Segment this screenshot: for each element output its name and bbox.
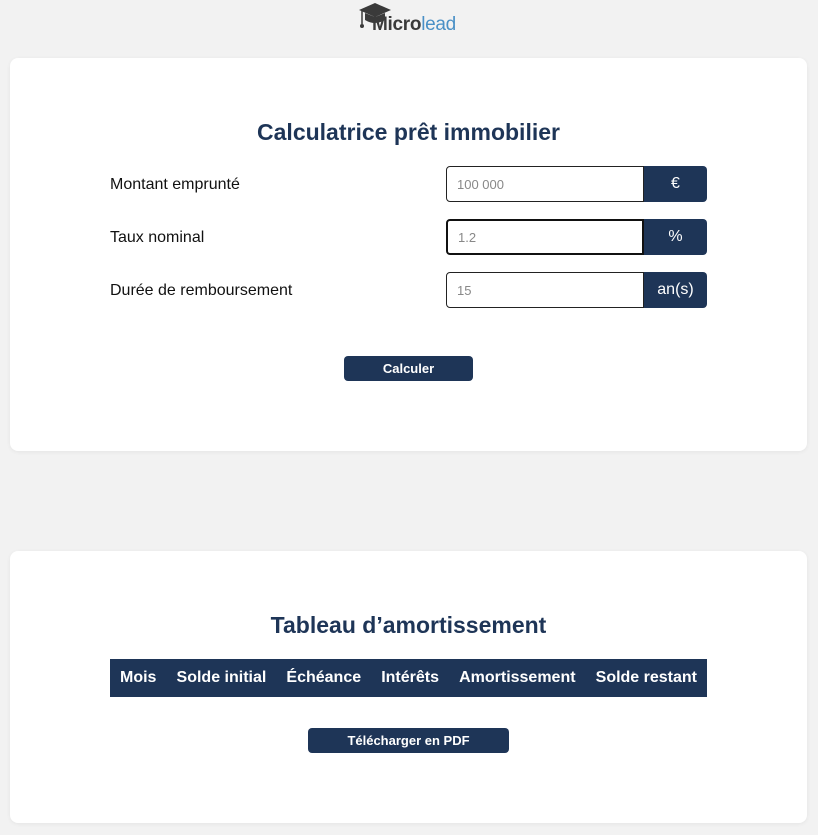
column-header-interest: Intérêts	[381, 669, 439, 686]
brand-name	[372, 14, 456, 36]
euro-unit-button[interactable]: €	[644, 166, 707, 202]
amount-input[interactable]	[446, 166, 644, 202]
duration-input[interactable]	[446, 272, 644, 308]
percent-unit-button[interactable]: %	[644, 219, 707, 255]
amortization-table-header	[110, 659, 707, 697]
brand-name-part1: Micro	[372, 14, 422, 35]
rate-label: Taux nominal	[110, 229, 205, 246]
brand-logo	[357, 0, 461, 38]
calculator-title: Calculatrice prêt immobilier	[257, 119, 560, 145]
amount-label: Montant emprunté	[110, 176, 240, 193]
brand-name-part2: lead	[421, 14, 456, 35]
column-header-installment: Échéance	[286, 669, 362, 686]
calculator-card	[10, 58, 807, 451]
calculate-button[interactable]: Calculer	[344, 356, 473, 381]
duration-row	[110, 272, 707, 310]
column-header-amortization: Amortissement	[459, 669, 576, 686]
download-pdf-button[interactable]: Télécharger en PDF	[308, 728, 509, 753]
amount-row	[110, 166, 707, 204]
amortization-card	[10, 551, 807, 823]
column-header-initial-balance: Solde initial	[176, 669, 267, 686]
amortization-title: Tableau d’amortissement	[270, 612, 547, 638]
column-header-month: Mois	[120, 669, 157, 686]
rate-input[interactable]	[446, 219, 644, 255]
years-unit-button[interactable]: an(s)	[644, 272, 707, 308]
rate-row	[110, 219, 707, 257]
duration-label: Durée de remboursement	[110, 282, 293, 299]
column-header-remaining-balance: Solde restant	[595, 669, 697, 686]
